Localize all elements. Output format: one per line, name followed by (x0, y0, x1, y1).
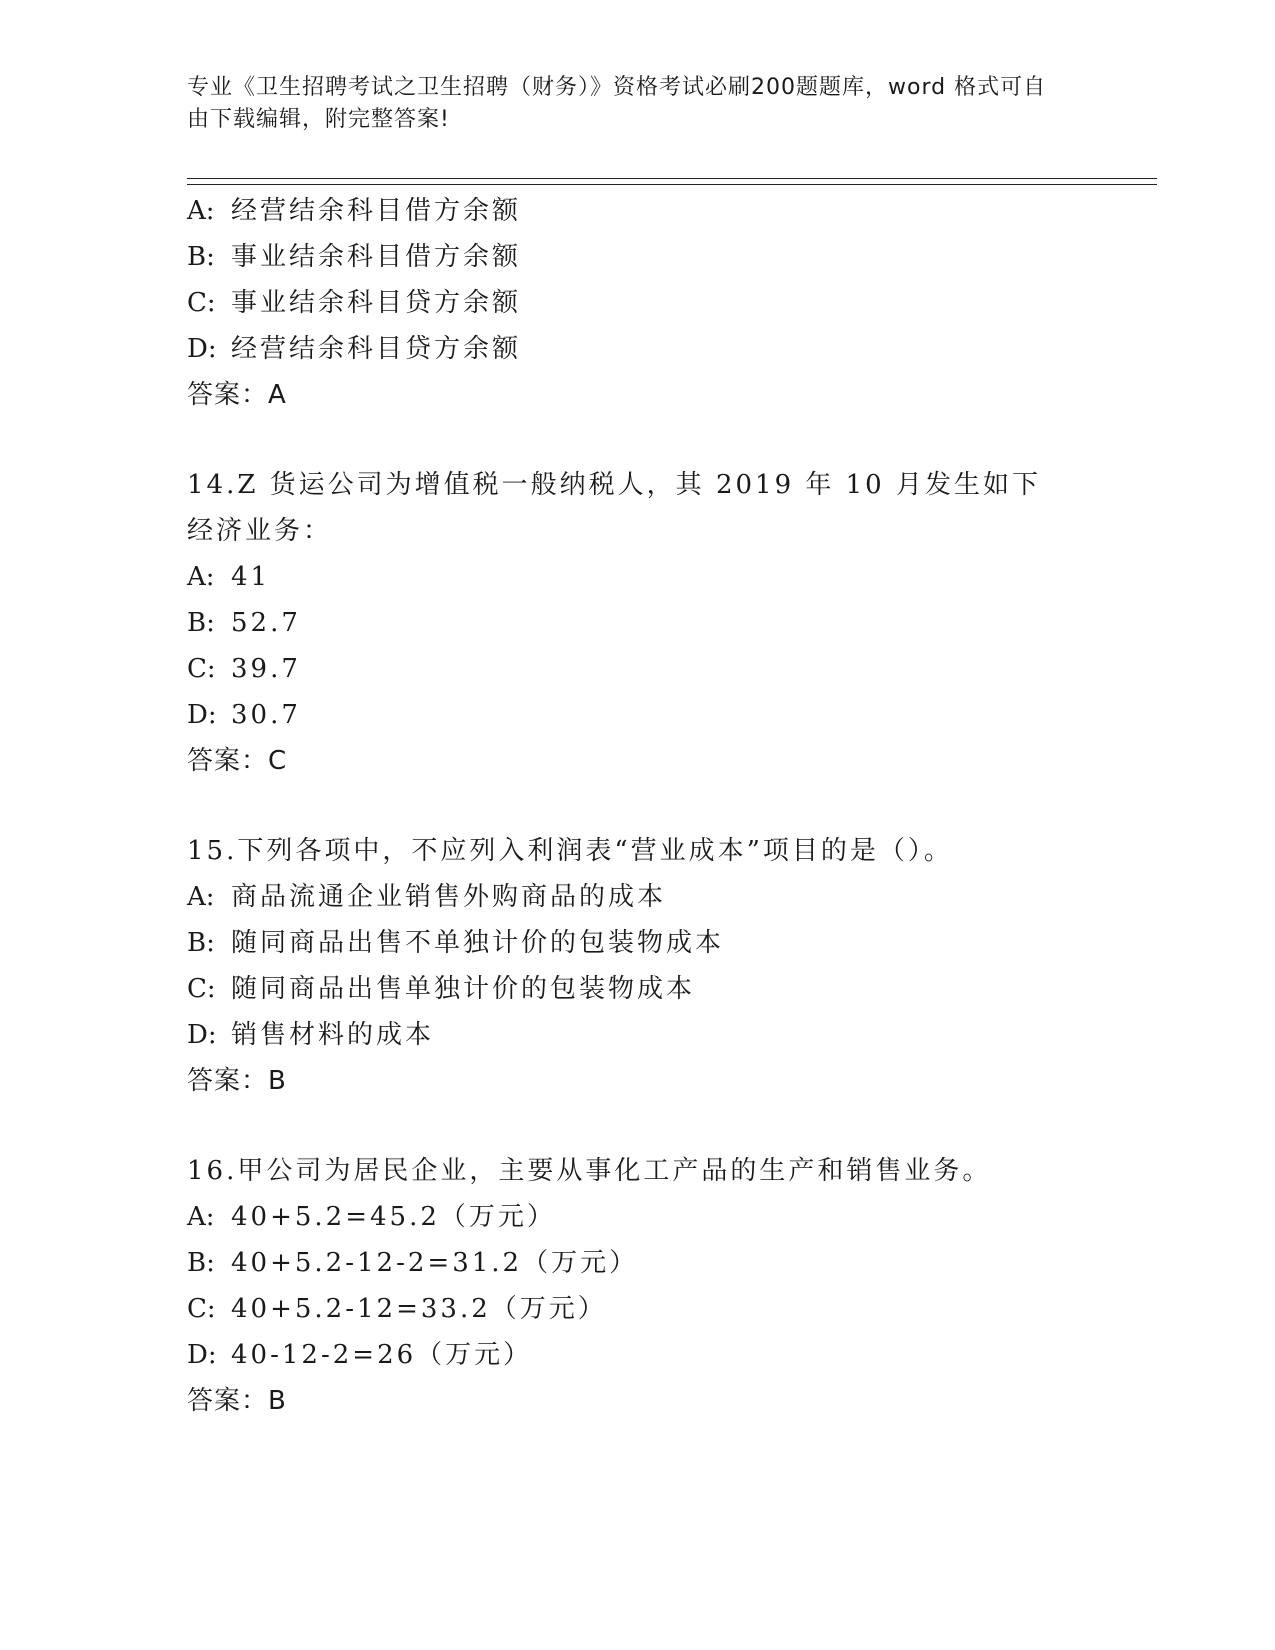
option-text: 39.7 (231, 654, 301, 684)
answer-line: 答案：B (187, 1386, 287, 1416)
option-text: 事业结余科目借方余额 (231, 242, 522, 272)
option-text: 52.7 (231, 608, 301, 638)
question-15 (187, 828, 1087, 1104)
option-a (187, 874, 1087, 920)
option-c (187, 280, 1087, 326)
option-key: D: (187, 1020, 217, 1050)
answer-line: 答案：B (187, 1066, 287, 1096)
option-text: 经营结余科目借方余额 (231, 196, 522, 226)
option-text: 41 (231, 562, 271, 592)
header-title: 专业《卫生招聘考试之卫生招聘（财务）》资格考试必刷200题题库，word 格式可自由下载编辑，附完整答案! (187, 75, 1047, 132)
header-double-rule (187, 178, 1157, 185)
option-b (187, 600, 1087, 646)
option-key: B: (187, 608, 215, 638)
question-16 (187, 1148, 1087, 1424)
option-key: A: (187, 562, 215, 592)
option-key: C: (187, 974, 216, 1004)
question-14 (187, 462, 1087, 784)
option-key: C: (187, 288, 216, 318)
option-key: A: (187, 196, 215, 226)
answer-line: 答案：A (187, 380, 287, 410)
question-13-continued (187, 188, 1087, 418)
option-text: 随同商品出售不单独计价的包装物成本 (231, 928, 725, 958)
option-text: 40+5.2-12=33.2（万元） (231, 1294, 607, 1324)
option-a (187, 554, 1087, 600)
option-key: C: (187, 654, 216, 684)
option-text: 随同商品出售单独计价的包装物成本 (231, 974, 696, 1004)
option-a (187, 188, 1087, 234)
question-stem: 16.甲公司为居民企业，主要从事化工产品的生产和销售业务。 (187, 1156, 992, 1186)
option-b (187, 920, 1087, 966)
option-d (187, 692, 1087, 738)
option-d (187, 326, 1087, 372)
option-text: 40-12-2=26（万元） (231, 1340, 533, 1370)
option-d (187, 1332, 1087, 1378)
option-text: 30.7 (231, 700, 301, 730)
option-text: 经营结余科目贷方余额 (231, 334, 522, 364)
option-text: 销售材料的成本 (231, 1020, 435, 1050)
option-key: B: (187, 1248, 215, 1278)
option-key: B: (187, 242, 215, 272)
option-text: 事业结余科目贷方余额 (231, 288, 522, 318)
option-c (187, 646, 1087, 692)
option-text: 40+5.2-12-2=31.2（万元） (231, 1248, 639, 1278)
question-list (187, 188, 1087, 1424)
option-key: A: (187, 1202, 215, 1232)
option-text: 40+5.2=45.2（万元） (231, 1202, 556, 1232)
answer-line: 答案：C (187, 746, 288, 776)
option-c (187, 966, 1087, 1012)
option-d (187, 1012, 1087, 1058)
question-stem: 14.Z 货运公司为增值税一般纳税人，其 2019 年 10 月发生如下经济业务： (187, 470, 1041, 546)
option-c (187, 1286, 1087, 1332)
question-stem: 15.下列各项中，不应列入利润表“营业成本”项目的是（）。 (187, 836, 953, 866)
option-b (187, 234, 1087, 280)
option-a (187, 1194, 1087, 1240)
option-key: D: (187, 700, 217, 730)
option-key: C: (187, 1294, 216, 1324)
option-text: 商品流通企业销售外购商品的成本 (231, 882, 667, 912)
option-key: A: (187, 882, 215, 912)
option-key: B: (187, 928, 215, 958)
document-header (187, 72, 1067, 136)
option-key: D: (187, 1340, 217, 1370)
option-key: D: (187, 334, 217, 364)
option-b (187, 1240, 1087, 1286)
